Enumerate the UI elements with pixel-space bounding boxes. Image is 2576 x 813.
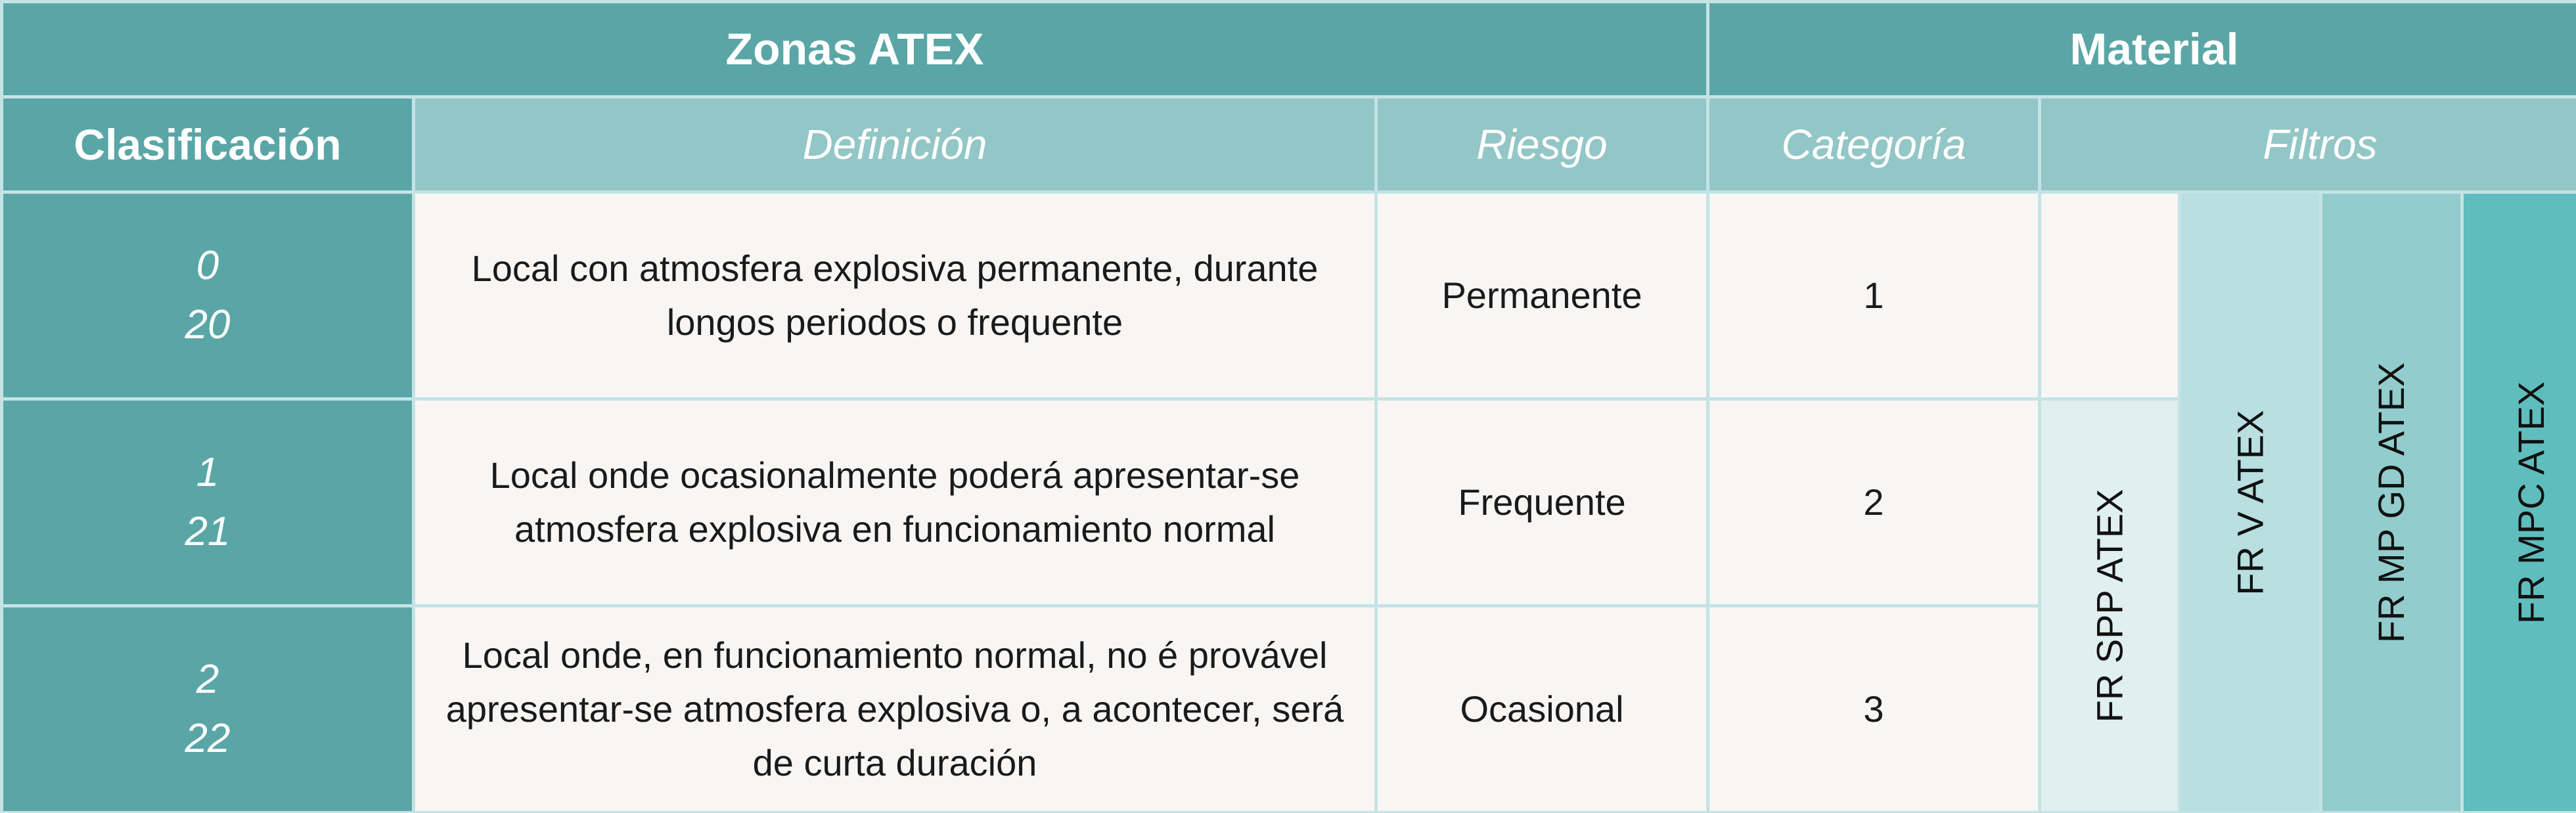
filtros-header: Filtros: [2041, 99, 2576, 190]
riesgo-cell: Ocasional: [1378, 607, 1706, 811]
categoria-cell: 1: [1709, 194, 2038, 397]
definicion-header: Definición: [415, 99, 1374, 190]
filter-label: FR SPP ATEX: [2089, 489, 2131, 723]
zone-cell: [3, 194, 412, 397]
zone-gas: 0: [196, 243, 219, 288]
zone-cell: [3, 607, 412, 811]
riesgo-header: Riesgo: [1378, 99, 1706, 190]
categoria-cell: 2: [1709, 401, 2038, 604]
filter-label: FR MPC ATEX: [2510, 381, 2552, 624]
zonas-atex-header: Zonas ATEX: [3, 3, 1706, 95]
material-header: Material: [1709, 3, 2576, 95]
definicion-cell: Local onde, en funcionamiento normal, no é provável apresentar-se atmosfera explosiva o, a acontecer, será de curta duración: [415, 607, 1374, 811]
riesgo-cell: Permanente: [1378, 194, 1706, 397]
definicion-cell: Local onde ocasionalmente poderá apresentar-se atmosfera explosiva en funcionamiento normal: [415, 401, 1374, 604]
filter-fr-mpc-atex: [2464, 194, 2576, 811]
definicion-cell: Local con atmosfera explosiva permanente, durante longos periodos o frequente: [415, 194, 1374, 397]
filter-label: FR MP GD ATEX: [2370, 362, 2412, 643]
filter-fr-v-atex: [2181, 194, 2319, 811]
riesgo-cell: Frequente: [1378, 401, 1706, 604]
zone-dust: 21: [185, 509, 231, 554]
zone-dust: 22: [185, 716, 231, 761]
clasificacion-header: Clasificación: [3, 99, 412, 190]
zone-gas: 2: [196, 657, 219, 702]
filter-label: FR V ATEX: [2229, 409, 2271, 596]
filter-blank-cell: [2041, 194, 2178, 397]
categoria-header: Categoría: [1709, 99, 2038, 190]
categoria-cell: 3: [1709, 607, 2038, 811]
filter-fr-spp-atex: [2041, 401, 2178, 811]
zone-cell: [3, 401, 412, 604]
zone-dust: 20: [185, 302, 231, 347]
zone-gas: 1: [196, 450, 219, 495]
filter-fr-mp-gd-atex: [2322, 194, 2460, 811]
